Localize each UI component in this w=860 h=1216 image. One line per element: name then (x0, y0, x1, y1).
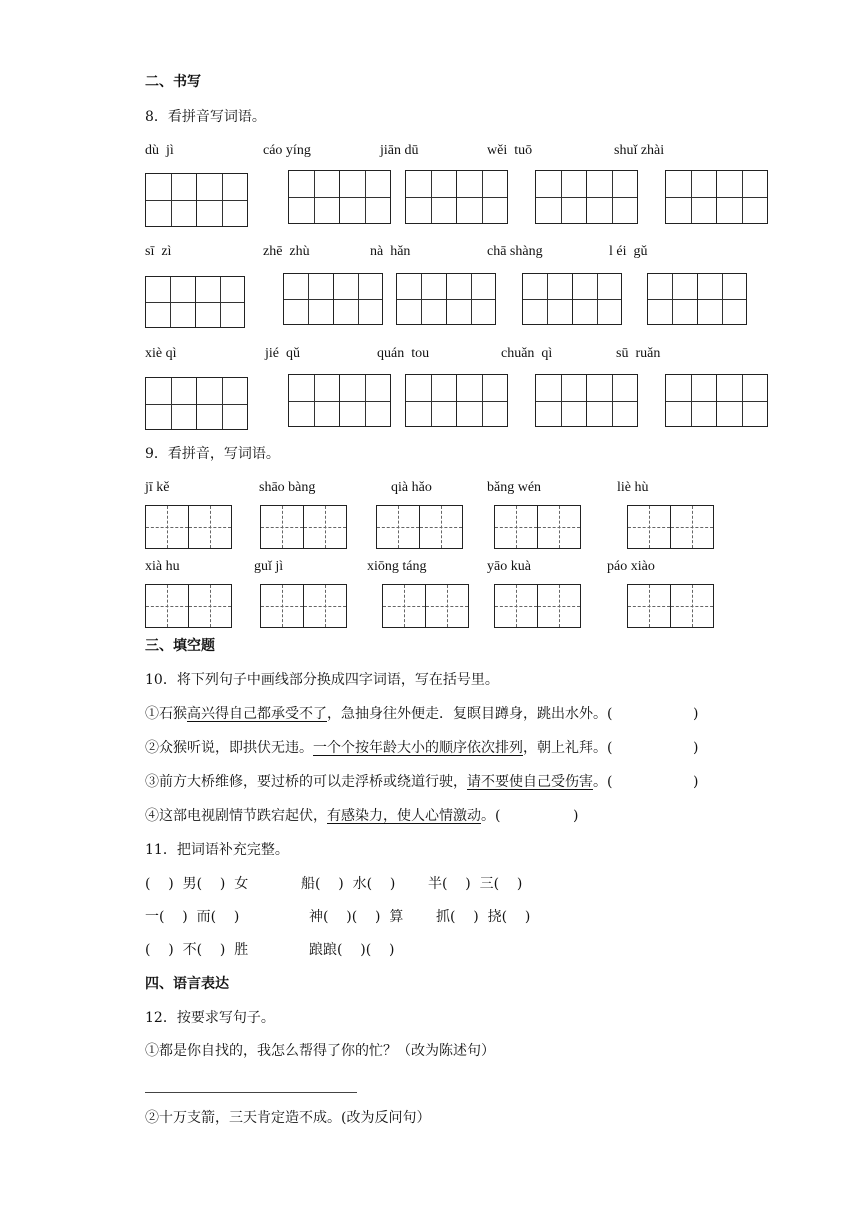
pinyin-label: shāo bàng (259, 480, 316, 495)
grid-cell[interactable] (146, 378, 197, 429)
grid-cell[interactable] (648, 274, 698, 324)
pinyin-label: qià hǎo (391, 480, 432, 495)
writing-grid[interactable] (522, 273, 622, 325)
grid-cell[interactable] (420, 506, 462, 548)
grid-cell[interactable] (495, 585, 538, 627)
writing-grid[interactable] (288, 170, 391, 224)
pinyin-label: cáo yíng (263, 143, 311, 158)
grid-cell[interactable] (666, 171, 717, 223)
writing-grid[interactable] (145, 505, 232, 549)
grid-cell[interactable] (261, 506, 304, 548)
grid-cell[interactable] (698, 274, 747, 324)
sentence-task: ②十万支箭，三天肯定造不成。(改为反问句） (145, 1110, 431, 1126)
grid-cell[interactable] (189, 506, 231, 548)
underlined-phrase: 有感染力，使人心情激动 (327, 808, 481, 824)
pinyin-label: páo xiào (607, 559, 655, 574)
pinyin-label: chā shàng (487, 244, 543, 259)
grid-cell[interactable] (377, 506, 420, 548)
writing-grid[interactable] (145, 377, 248, 430)
grid-cell[interactable] (289, 171, 340, 223)
sentence-item (145, 741, 612, 755)
writing-grid[interactable] (535, 374, 638, 427)
sentence-text: ①石猴 (145, 706, 187, 722)
pinyin-label: bǎng wén (487, 480, 542, 495)
writing-grid[interactable] (283, 273, 383, 325)
writing-grid[interactable] (494, 584, 581, 628)
writing-grid[interactable] (494, 505, 581, 549)
pinyin-label: wěi tuō (487, 143, 533, 158)
pinyin-label: sū ruǎn (616, 346, 661, 361)
pinyin-label: sī zì (145, 244, 172, 259)
grid-cell[interactable] (146, 585, 189, 627)
question-11-stem: 11．把词语补充完整。 (145, 842, 289, 858)
grid-cell[interactable] (628, 585, 671, 627)
pinyin-label: xiè qì (145, 346, 177, 361)
idiom-blank: ( ) 不( ) 胜 (145, 942, 249, 958)
pinyin-label: jī kě (145, 480, 170, 495)
underlined-phrase: 请不要使自己受伤害 (467, 774, 593, 790)
sentence-task: ①都是你自找的，我怎么帮得了你的忙？（改为陈述句） (145, 1043, 495, 1059)
pinyin-label: chuǎn qì (501, 346, 553, 361)
section-title-fill-blank: 三、填空题 (145, 638, 215, 654)
sentence-item (145, 775, 612, 789)
section-title-writing: 二、书写 (145, 74, 201, 90)
writing-grid[interactable] (665, 170, 768, 224)
writing-grid[interactable] (665, 374, 768, 427)
grid-cell[interactable] (146, 174, 197, 226)
sentence-text: ②众猴听说，即拱伏无违。 (145, 740, 313, 756)
grid-cell[interactable] (189, 585, 231, 627)
pinyin-label: jiān dū (380, 143, 419, 158)
grid-cell[interactable] (383, 585, 426, 627)
writing-grid[interactable] (260, 505, 347, 549)
pinyin-label: nà hǎn (370, 244, 411, 259)
pinyin-label: quán tou (377, 346, 430, 361)
pinyin-label: guǐ jì (254, 559, 284, 574)
grid-cell[interactable] (340, 171, 390, 223)
writing-grid[interactable] (405, 170, 508, 224)
grid-cell[interactable] (197, 378, 247, 429)
writing-grid[interactable] (627, 505, 714, 549)
grid-cell[interactable] (447, 274, 496, 324)
writing-grid[interactable] (382, 584, 469, 628)
writing-grid[interactable] (260, 584, 347, 628)
grid-cell[interactable] (457, 375, 507, 426)
grid-cell[interactable] (717, 171, 767, 223)
writing-grid[interactable] (627, 584, 714, 628)
grid-cell[interactable] (538, 506, 580, 548)
grid-cell[interactable] (587, 171, 637, 223)
question-9-stem: 9．看拼音，写词语。 (145, 446, 280, 462)
idiom-blank: 神( )( ) 算 (309, 909, 404, 925)
pinyin-label: zhē zhù (263, 244, 310, 259)
pinyin-label: jié qǔ (265, 346, 300, 361)
grid-cell[interactable] (538, 585, 580, 627)
answer-line[interactable] (145, 1092, 357, 1093)
grid-cell[interactable] (671, 585, 713, 627)
grid-cell[interactable] (146, 506, 189, 548)
idiom-blank: 抓( ) 挠( ) (436, 909, 531, 925)
sentence-text: ，急抽身往外便走．复瞑目蹲身，跳出水外。( (327, 706, 613, 722)
grid-cell[interactable] (717, 375, 767, 426)
question-10-stem: 10．将下列句子中画线部分换成四字词语，写在括号里。 (145, 672, 499, 688)
idiom-blank: 一( ) 而( ) (145, 909, 240, 925)
answer-paren-close: ) (573, 808, 579, 824)
writing-grid[interactable] (145, 276, 245, 328)
grid-cell[interactable] (261, 585, 304, 627)
writing-grid[interactable] (288, 374, 391, 427)
grid-cell[interactable] (406, 375, 457, 426)
grid-cell[interactable] (197, 174, 247, 226)
writing-grid[interactable] (535, 170, 638, 224)
underlined-phrase: 高兴得自己都承受不了 (187, 706, 327, 722)
sentence-item (145, 707, 612, 721)
sentence-text: ，朝上礼拜。( (523, 740, 613, 756)
grid-cell[interactable] (334, 274, 383, 324)
question-12-stem: 12．按要求写句子。 (145, 1010, 275, 1026)
grid-cell[interactable] (573, 274, 622, 324)
grid-cell[interactable] (536, 375, 587, 426)
grid-cell[interactable] (666, 375, 717, 426)
answer-paren-close: ) (693, 706, 699, 722)
writing-grid[interactable] (405, 374, 508, 427)
answer-paren-close: ) (693, 774, 699, 790)
section-title-expression: 四、语言表达 (145, 976, 229, 992)
grid-cell[interactable] (457, 171, 507, 223)
grid-cell[interactable] (495, 506, 538, 548)
writing-grid[interactable] (145, 173, 248, 227)
grid-cell[interactable] (628, 506, 671, 548)
sentence-text: 。( (481, 808, 501, 824)
idiom-blank: 船( ) 水( ) (301, 876, 396, 892)
grid-cell[interactable] (406, 171, 457, 223)
grid-cell[interactable] (536, 171, 587, 223)
answer-paren-close: ) (693, 740, 699, 756)
sentence-text: 。( (593, 774, 613, 790)
grid-cell[interactable] (587, 375, 637, 426)
sentence-text: ④这部电视剧情节跌宕起伏， (145, 808, 327, 824)
grid-cell[interactable] (426, 585, 468, 627)
idiom-blank: ( ) 男( ) 女 (145, 876, 249, 892)
grid-cell[interactable] (146, 277, 196, 327)
grid-cell[interactable] (304, 585, 346, 627)
writing-grid[interactable] (376, 505, 463, 549)
question-8-stem: 8．看拼音写词语。 (145, 109, 266, 125)
writing-grid[interactable] (647, 273, 747, 325)
pinyin-label: shuǐ zhài (614, 143, 665, 158)
grid-cell[interactable] (289, 375, 340, 426)
idiom-blank: 半( ) 三( ) (428, 876, 523, 892)
pinyin-label: yāo kuà (487, 559, 531, 574)
idiom-blank: 踉踉( )( ) (309, 942, 395, 958)
sentence-item (145, 809, 500, 823)
grid-cell[interactable] (284, 274, 334, 324)
pinyin-label: xià hu (145, 559, 180, 574)
pinyin-label: xiōng táng (367, 559, 427, 574)
grid-cell[interactable] (304, 506, 346, 548)
grid-cell[interactable] (523, 274, 573, 324)
sentence-text: ③前方大桥维修，要过桥的可以走浮桥或绕道行驶， (145, 774, 467, 790)
writing-grid[interactable] (145, 584, 232, 628)
grid-cell[interactable] (671, 506, 713, 548)
underlined-phrase: 一个个按年龄大小的顺序依次排列 (313, 740, 523, 756)
grid-cell[interactable] (397, 274, 447, 324)
grid-cell[interactable] (340, 375, 390, 426)
grid-cell[interactable] (196, 277, 245, 327)
pinyin-label: dù jì (145, 143, 174, 158)
pinyin-label: liè hù (617, 480, 649, 495)
pinyin-label: l éi gǔ (609, 244, 648, 259)
writing-grid[interactable] (396, 273, 496, 325)
